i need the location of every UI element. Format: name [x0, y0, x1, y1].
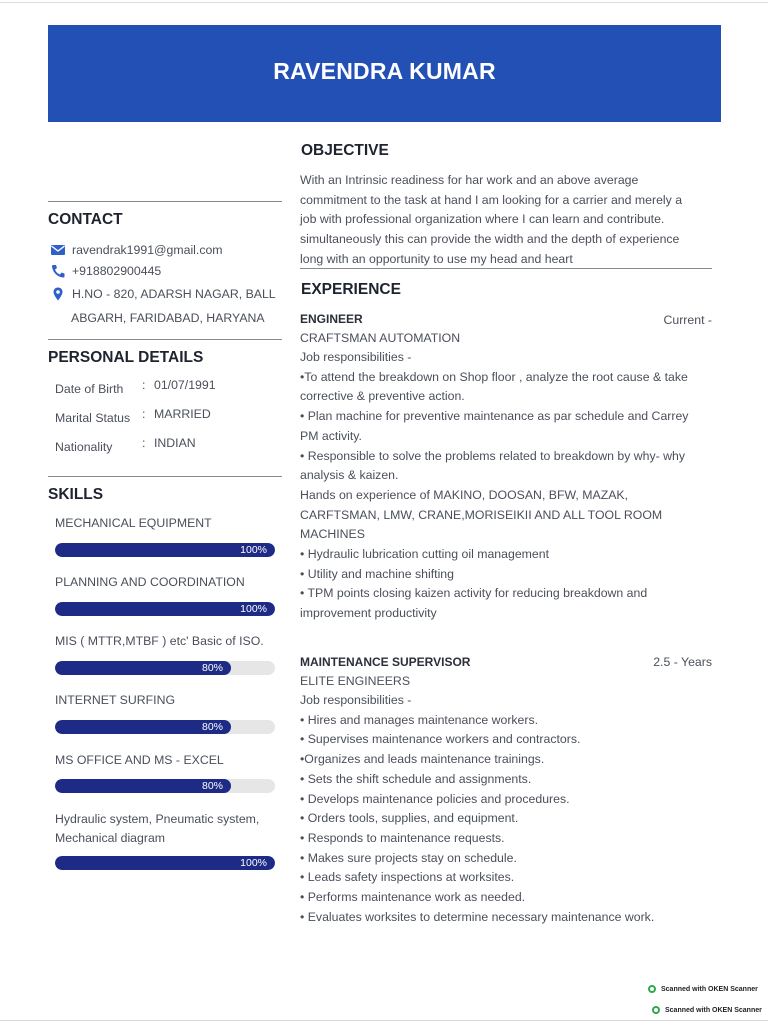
- dob-value: 01/07/1991: [154, 378, 216, 392]
- job-line: • TPM points closing kaizen activity for reducing breakdown and: [300, 586, 648, 601]
- job-line: • Hires and manages maintenance workers.: [300, 712, 539, 727]
- job-line: CARFTSMAN, LMW, CRANE,MORISEIKII AND ALL TOOL ROOM: [300, 507, 663, 522]
- job-line: • Plan machine for preventive maintenance as par schedule and Carrey: [300, 409, 689, 424]
- contact-address-line2: ABGARH, FARIDABAD, HARYANA: [71, 311, 265, 325]
- skill-name: MS OFFICE AND MS - EXCEL: [55, 753, 224, 767]
- skill-bar-fill: [55, 779, 231, 793]
- marital-status-value: MARRIED: [154, 407, 211, 421]
- scanner-watermark: [652, 1006, 762, 1014]
- marital-status-sep: :: [142, 407, 146, 421]
- job-line: • Performs maintenance work as needed.: [300, 890, 526, 905]
- skill-percent: 100%: [240, 603, 267, 615]
- contact-email[interactable]: ravendrak1991@gmail.com: [72, 243, 223, 257]
- job-line: •Organizes and leads maintenance trainings.: [300, 752, 545, 767]
- job-line: • Hydraulic lubrication cutting oil management: [300, 547, 549, 562]
- objective-line: With an Intrinsic readiness for har work and an above average: [300, 173, 639, 187]
- skill-name: MECHANICAL EQUIPMENT: [55, 516, 212, 530]
- right-divider: [300, 268, 712, 269]
- skill-name: MIS ( MTTR,MTBF ) etc' Basic of ISO.: [55, 634, 264, 648]
- skill-bar-track: [55, 543, 275, 557]
- skill-bar-fill: [55, 720, 231, 734]
- job-line: analysis & kaizen.: [300, 468, 399, 483]
- job-line: • Orders tools, supplies, and equipment.: [300, 811, 519, 826]
- skill-bar-track: [55, 602, 275, 616]
- skill-name-line2: Mechanical diagram: [55, 831, 166, 845]
- job-line: • Makes sure projects stay on schedule.: [300, 850, 517, 865]
- left-divider-skills: [48, 476, 282, 477]
- job-line: • Utility and machine shifting: [300, 566, 454, 581]
- objective-line: simultaneously this can provide the width and the depth of experience: [300, 232, 680, 247]
- job-line: • Supervises maintenance workers and contractors.: [300, 732, 581, 747]
- job-company: CRAFTSMAN AUTOMATION: [300, 331, 461, 345]
- dob-label: Date of Birth: [55, 382, 124, 396]
- objective-heading: OBJECTIVE: [301, 142, 389, 159]
- mail-icon: [50, 243, 66, 257]
- skill-bar-fill: [55, 856, 275, 870]
- job-line: •To attend the breakdown on Shop floor , analyze the root cause & take: [300, 369, 688, 384]
- contact-address-line1: H.NO - 820, ADARSH NAGAR, BALL: [72, 287, 276, 301]
- skill-bar-track: [55, 661, 275, 675]
- job-details: [300, 348, 720, 624]
- dob-sep: :: [142, 378, 146, 392]
- skill-bar-track: [55, 856, 275, 870]
- skill-bar-track: [55, 779, 275, 793]
- contact-phone: +918802900445: [72, 264, 162, 278]
- marital-status-label: Marital Status: [55, 411, 131, 425]
- job-role: MAINTENANCE SUPERVISOR: [300, 655, 471, 669]
- skill-name: INTERNET SURFING: [55, 693, 176, 707]
- contact-email-row: [50, 243, 223, 257]
- job-line: improvement productivity: [300, 606, 437, 621]
- job-line: • Leads safety inspections at worksites.: [300, 870, 515, 885]
- scanner-logo-icon: [648, 985, 656, 993]
- left-divider-top: [48, 201, 282, 202]
- job-company: ELITE ENGINEERS: [300, 674, 411, 688]
- job-line: Job responsibilities -: [300, 693, 412, 707]
- nationality-value: INDIAN: [154, 436, 196, 450]
- objective-line: job with professional organization where I can learn and contribute.: [300, 212, 665, 227]
- bottom-rule: [0, 1020, 768, 1021]
- job-details: [300, 691, 720, 927]
- job-line: • Responds to maintenance requests.: [300, 830, 505, 845]
- skill-percent: 100%: [240, 544, 267, 556]
- experience-heading: EXPERIENCE: [301, 281, 401, 298]
- skill-name: PLANNING AND COORDINATION: [55, 575, 245, 589]
- scanner-watermark: [648, 985, 758, 993]
- skill-bar-fill: [55, 661, 231, 675]
- skill-bar-track: [55, 720, 275, 734]
- contact-address-row: [50, 287, 276, 301]
- objective-line: long with an opportunity to use my head and heart: [300, 251, 573, 266]
- skills-heading: SKILLS: [48, 486, 104, 503]
- left-divider-personal: [48, 339, 282, 340]
- personal-details-heading: PERSONAL DETAILS: [48, 349, 204, 366]
- skill-bar-fill: [55, 543, 275, 557]
- skill-name-line1: Hydraulic system, Pneumatic system,: [55, 812, 260, 826]
- job-line: • Evaluates worksites to determine necessary maintenance work.: [300, 909, 655, 924]
- location-pin-icon: [50, 287, 66, 301]
- scanner-text: Scanned with OKEN Scanner: [665, 1006, 762, 1014]
- objective-line: commitment to the task at hand I am looking for a carrier and merely a: [300, 192, 683, 207]
- job-line: corrective & preventive action.: [300, 389, 465, 404]
- job-role: ENGINEER: [300, 312, 363, 326]
- job-line: • Develops maintenance policies and procedures.: [300, 791, 570, 806]
- job-line: PM activity.: [300, 428, 362, 443]
- skill-percent: 80%: [201, 662, 223, 674]
- nationality-label: Nationality: [55, 440, 113, 454]
- job-line: MACHINES: [300, 527, 365, 542]
- skill-percent: 80%: [201, 721, 223, 733]
- job-line: Job responsibilities -: [300, 350, 412, 364]
- skill-percent: 80%: [201, 780, 223, 792]
- phone-icon: [50, 264, 66, 278]
- job-line: • Sets the shift schedule and assignments.: [300, 771, 532, 786]
- skill-percent: 100%: [240, 857, 267, 869]
- skill-bar-fill: [55, 602, 275, 616]
- contact-heading: CONTACT: [48, 211, 123, 228]
- job-line: • Responsible to solve the problems related to breakdown by why- why: [300, 448, 686, 463]
- nationality-sep: :: [142, 436, 146, 450]
- objective-text: [300, 171, 715, 270]
- job-line: Hands on experience of MAKINO, DOOSAN, BFW, MAZAK,: [300, 487, 629, 502]
- contact-phone-row: [50, 264, 161, 278]
- job-duration: Current -: [663, 313, 712, 327]
- top-rule: [0, 2, 768, 3]
- job-duration: 2.5 - Years: [653, 655, 712, 669]
- candidate-name: RAVENDRA KUMAR: [273, 58, 496, 84]
- scanner-logo-icon: [652, 1006, 660, 1014]
- scanner-text: Scanned with OKEN Scanner: [661, 985, 758, 993]
